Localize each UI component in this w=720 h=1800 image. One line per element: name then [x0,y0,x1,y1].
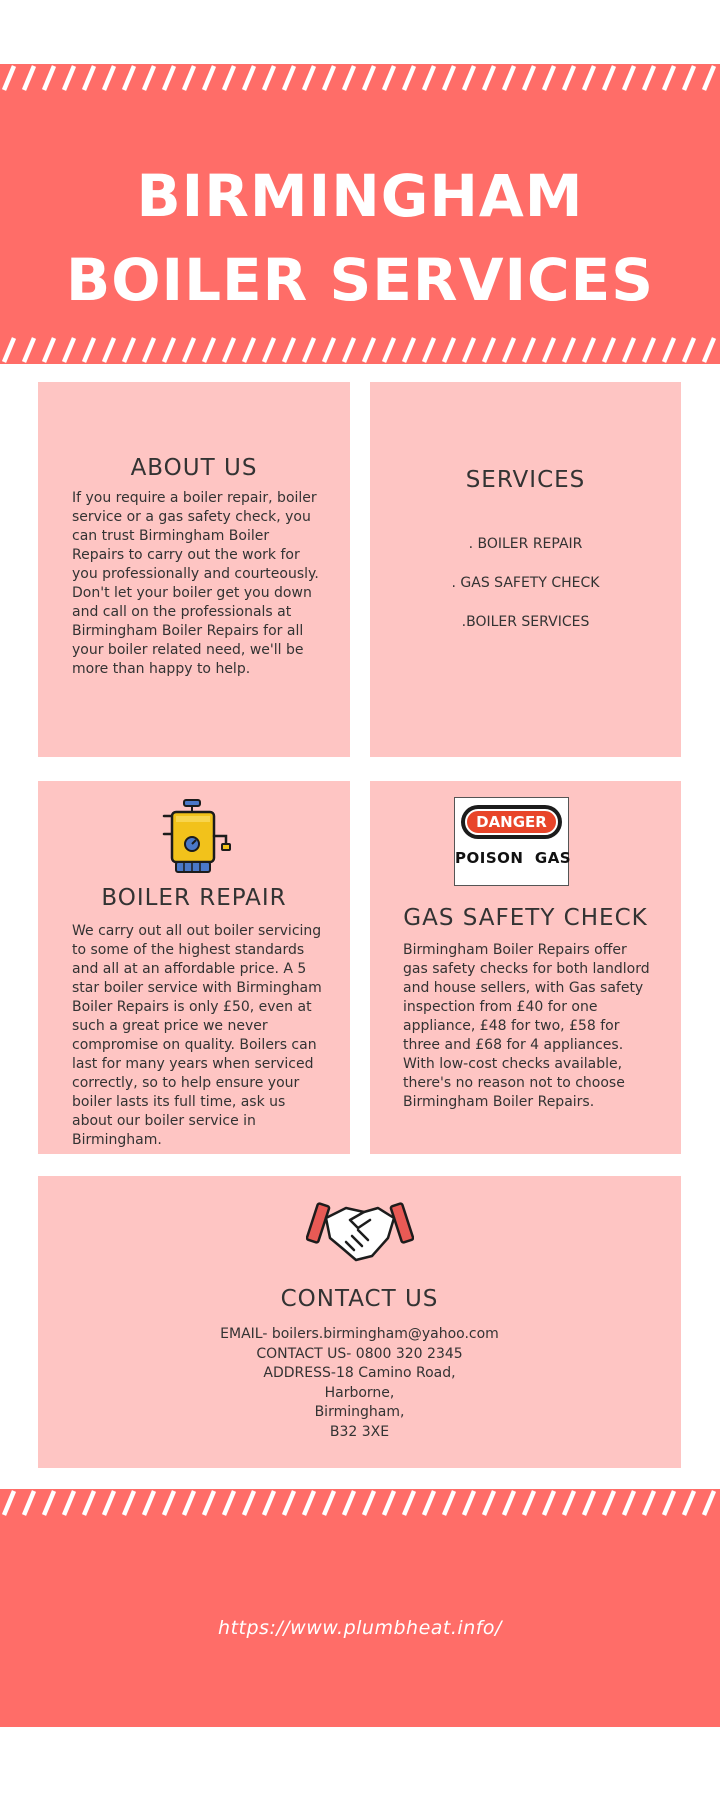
stripe-line [144,1491,154,1515]
stripe-line [284,1491,294,1515]
stripe-line [304,338,314,362]
services-list [370,535,681,652]
stripe-line [644,338,654,362]
stripe-line [624,66,634,90]
stripe-line [664,66,674,90]
stripe-line [464,338,474,362]
stripe-line [324,338,334,362]
footer-banner [0,1517,720,1727]
stripe-line [684,338,694,362]
stripe-line [464,66,474,90]
contact-postcode: B32 3XE [329,1423,390,1440]
stripe-line [344,1491,354,1515]
stripe-line [524,66,534,90]
service-item-boiler-services: .BOILER SERVICES [461,614,590,630]
stripe-line [104,338,114,362]
stripe-line [364,1491,374,1515]
stripe-line [704,1491,714,1515]
stripe-line [604,1491,614,1515]
stripe-line [184,338,194,362]
header-banner [0,92,720,336]
boiler-repair-heading: BOILER REPAIR [101,885,287,911]
stripe-line [524,1491,534,1515]
stripe-line [84,1491,94,1515]
title-line-1: BIRMINGHAM [136,162,584,230]
stripe-line [104,1491,114,1515]
contact-heading: CONTACT US [280,1286,439,1312]
gas-safety-body: Birmingham Boiler Repairs offer gas safety checks for both landlord and house sellers, with Gas safety inspection from £40 for one appliance, £48 for two, £58 for three and £68 for 4 appliances. With low-cost checks available, there's no reason not to choose Birmingham Boiler Repairs. [403,942,650,1110]
stripe-line [484,338,494,362]
stripe-line [64,338,74,362]
services-card [370,382,681,757]
contact-address-line-2: Harborne, [324,1384,395,1401]
stripe-line [24,66,34,90]
stripe-line [664,1491,674,1515]
stripe-line [564,338,574,362]
stripe-line [644,1491,654,1515]
stripe-line [424,1491,434,1515]
stripe-line [224,66,234,90]
stripe-line [344,338,354,362]
stripe-line [564,1491,574,1515]
diagonal-stripes-top [0,64,720,92]
diagonal-stripes-header-bottom [0,336,720,364]
stripe-line [204,338,214,362]
stripe-line [404,338,414,362]
about-heading: ABOUT US [130,455,258,481]
handshake-icon [306,1198,414,1266]
stripe-line [244,338,254,362]
stripe-line [484,1491,494,1515]
stripe-line [304,1491,314,1515]
stripe-line [284,66,294,90]
service-item-gas-safety-check: . GAS SAFETY CHECK [451,575,600,591]
stripe-line [264,1491,274,1515]
boiler-repair-card [38,781,350,1154]
top-stripe-band [0,64,720,92]
stripe-line [244,66,254,90]
stripe-line [704,338,714,362]
header-bottom-stripe-band [0,336,720,364]
stripe-line [124,66,134,90]
stripe-line [244,1491,254,1515]
stripe-line [404,66,414,90]
stripe-line [444,338,454,362]
stripe-line [424,66,434,90]
footer-url-link[interactable]: https://www.plumbheat.info/ [218,1617,502,1639]
boiler-icon [154,796,234,876]
stripe-line [424,338,434,362]
stripe-line [624,1491,634,1515]
stripe-line [364,338,374,362]
gas-safety-card [370,781,681,1154]
stripe-line [384,66,394,90]
stripe-line [204,1491,214,1515]
stripe-line [4,66,14,90]
stripe-line [384,338,394,362]
diagonal-stripes-footer [0,1489,720,1517]
stripe-line [24,1491,34,1515]
stripe-line [164,1491,174,1515]
stripe-line [4,338,14,362]
stripe-line [264,66,274,90]
stripe-line [44,338,54,362]
stripe-line [544,66,554,90]
stripe-line [544,338,554,362]
stripe-line [444,1491,454,1515]
stripe-line [204,66,214,90]
stripe-line [144,338,154,362]
stripe-line [644,66,654,90]
stripe-line [44,1491,54,1515]
stripe-line [164,66,174,90]
stripe-line [224,1491,234,1515]
stripe-line [84,338,94,362]
stripe-line [584,1491,594,1515]
contact-email: EMAIL- boilers.birmingham@yahoo.com [220,1326,499,1342]
stripe-line [684,66,694,90]
contact-details [38,1325,681,1442]
stripe-line [124,1491,134,1515]
about-body: If you require a boiler repair, boiler service or a gas safety check, you can trust Birmingham Boiler Repairs to carry out the work for you professionally and courteously. Don't let your boiler get you down and call on the professionals at Birmingham Boiler Repairs for all your boiler related need, we'll be more than happy to help. [72,490,319,677]
stripe-line [384,1491,394,1515]
stripe-line [504,66,514,90]
contact-address-line-3: Birmingham, [314,1404,405,1420]
stripe-line [4,1491,14,1515]
service-item-boiler-repair: . BOILER REPAIR [468,536,583,552]
stripe-line [324,66,334,90]
footer-stripe-band [0,1489,720,1517]
stripe-line [64,1491,74,1515]
boiler-repair-body: We carry out all out boiler servicing to some of the highest standards and all at an affordable price. A 5 star boiler service with Birmingham Boiler Repairs is only £50, even at such a great price we never compromise on quality. Boilers can last for many years when serviced correctly, so to help ensure your boiler lasts its full time, ask us about our boiler service in Birmingham. [72,923,322,1148]
stripe-line [584,338,594,362]
danger-sign [454,797,572,886]
stripe-line [624,338,634,362]
stripe-line [264,338,274,362]
stripe-line [604,66,614,90]
page-title [0,154,720,322]
stripe-line [284,338,294,362]
stripe-line [404,1491,414,1515]
services-heading: SERVICES [465,467,586,493]
stripe-line [184,66,194,90]
stripe-line [44,66,54,90]
gas-safety-heading: GAS SAFETY CHECK [403,905,648,931]
stripe-line [24,338,34,362]
stripe-line [544,1491,554,1515]
poison-gas-label: POISON GAS [455,849,572,867]
stripe-line [584,66,594,90]
stripe-line [304,66,314,90]
stripe-line [444,66,454,90]
title-line-2: BOILER SERVICES [65,246,654,314]
contact-card [38,1176,681,1468]
stripe-line [504,338,514,362]
stripe-line [664,338,674,362]
stripe-line [564,66,574,90]
stripe-line [224,338,234,362]
stripe-line [364,66,374,90]
stripe-line [124,338,134,362]
danger-label: DANGER [465,809,558,835]
stripe-line [464,1491,474,1515]
stripe-line [504,1491,514,1515]
stripe-line [684,1491,694,1515]
stripe-line [704,66,714,90]
stripe-line [484,66,494,90]
stripe-line [324,1491,334,1515]
stripe-line [84,66,94,90]
stripe-line [524,338,534,362]
stripe-line [344,66,354,90]
contact-phone: CONTACT US- 0800 320 2345 [256,1345,463,1362]
stripe-line [184,1491,194,1515]
stripe-line [104,66,114,90]
contact-address-line-1: ADDRESS-18 Camino Road, [263,1365,456,1381]
stripe-line [64,66,74,90]
about-card [38,382,350,757]
stripe-line [144,66,154,90]
stripe-line [164,338,174,362]
stripe-line [604,338,614,362]
danger-pill [461,805,562,839]
